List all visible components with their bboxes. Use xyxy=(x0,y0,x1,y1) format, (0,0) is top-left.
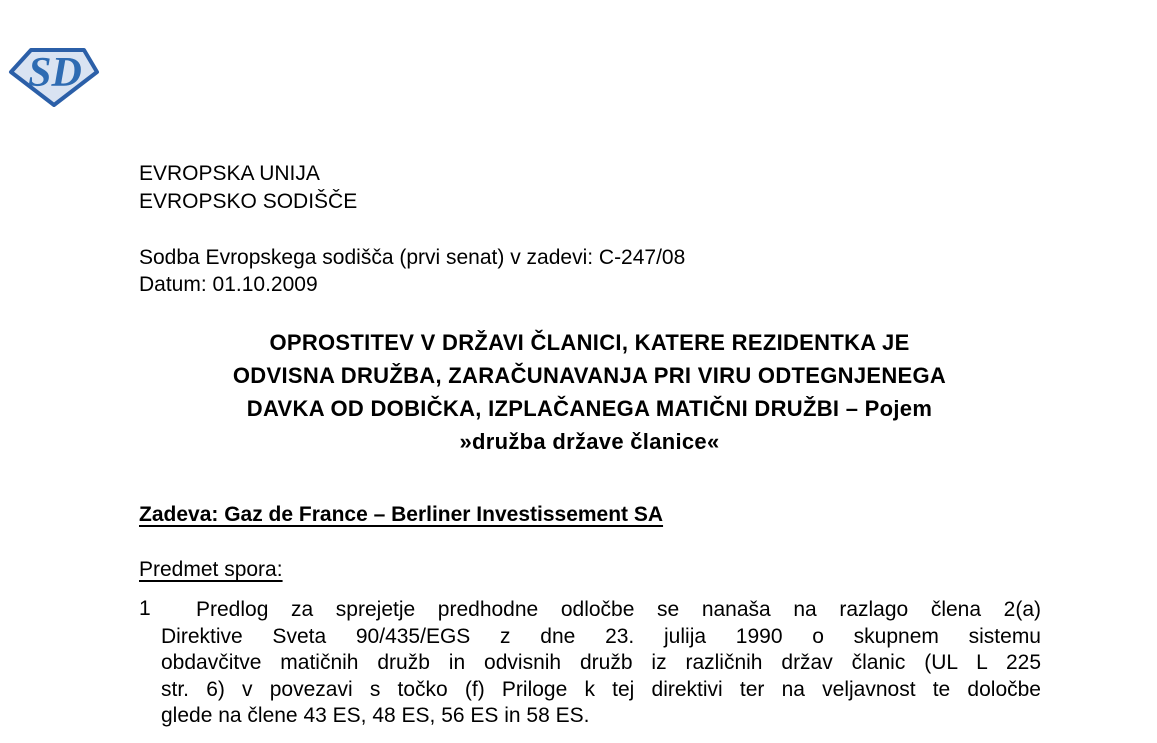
case-reference-block xyxy=(139,244,685,298)
case-reference-line: Sodba Evropskega sodišča (prvi senat) v zadevi: C-247/08 xyxy=(139,246,686,269)
sd-logo xyxy=(8,46,100,108)
paragraph-line: Direktive Sveta 90/435/EGS z dne 23. julija 1990 o skupnem sistemu xyxy=(161,624,1041,648)
paragraph-1 xyxy=(161,597,1041,730)
date-line: Datum: 01.10.2009 xyxy=(139,273,318,296)
document-title xyxy=(139,326,1040,458)
section-heading: Predmet spora: xyxy=(139,558,283,581)
institution-block xyxy=(139,160,357,216)
paragraph-number: 1 xyxy=(139,597,151,620)
sd-logo-letters: SD xyxy=(28,50,82,96)
paragraph-line: Predlog za sprejetje predhodne odločbe se nanaša na razlago člena 2(a) xyxy=(196,598,1041,621)
title-line-3: DAVKA OD DOBIČKA, IZPLAČANEGA MATIČNI DRUŽBI – Pojem xyxy=(246,396,933,421)
paragraph-line: str. 6) v povezavi s točko (f) Priloge k tej direktivi ter na veljavnost te določbe xyxy=(161,677,1041,701)
title-line-2: ODVISNA DRUŽBA, ZARAČUNAVANJA PRI VIRU ODTEGNJENEGA xyxy=(232,363,947,388)
paragraph-line: glede na člene 43 ES, 48 ES, 56 ES in 58 ES. xyxy=(161,704,590,727)
paragraph-line: obdavčitve matičnih družb in odvisnih družb iz različnih držav članic (UL L 225 xyxy=(161,651,1041,674)
institution-line-eu: EVROPSKA UNIJA xyxy=(139,162,320,185)
title-line-1: OPROSTITEV V DRŽAVI ČLANICI, KATERE REZIDENTKA JE xyxy=(269,330,910,355)
title-line-4: »družba države članice« xyxy=(459,429,720,454)
sd-logo-icon xyxy=(8,46,100,108)
institution-line-court: EVROPSKO SODIŠČE xyxy=(139,190,358,213)
case-subject-heading: Zadeva: Gaz de France – Berliner Investissement SA xyxy=(139,503,664,526)
